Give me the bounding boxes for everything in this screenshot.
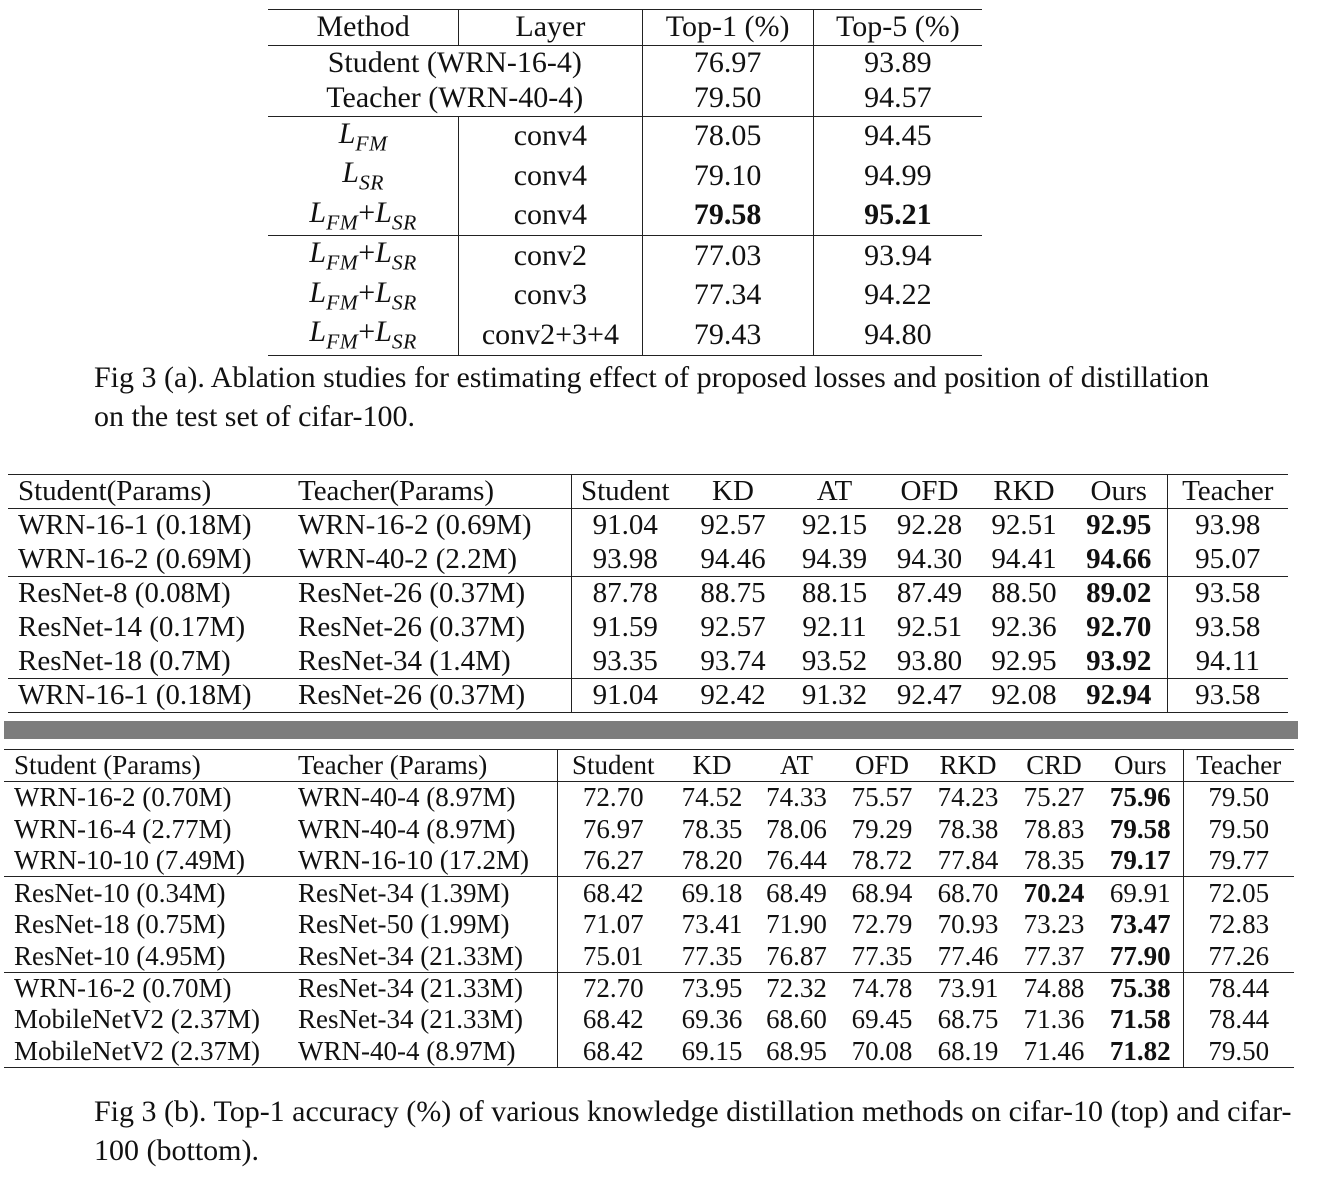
model-cell: ResNet-34 (21.33M) (288, 1004, 557, 1036)
cell: 77.03 (642, 236, 813, 276)
value-cell: 76.44 (766, 845, 827, 876)
cell: 79.50 (642, 81, 813, 117)
cell: 94.99 (813, 156, 982, 196)
column-header: AT (755, 750, 838, 782)
value-cell: 68.75 (937, 1004, 999, 1035)
value-cell: 71.36 (1023, 1004, 1085, 1035)
value-cell: 91.59 (592, 611, 658, 643)
value-cell: 74.23 (926, 782, 1010, 814)
model-cell: WRN-16-2 (0.70M) (4, 782, 288, 814)
method-formula: $L_{FM}+L_{SR}$ (309, 195, 417, 235)
value-cell: 74.78 (838, 972, 926, 1004)
ablation-row (268, 315, 982, 355)
value-cell: 74.88 (1010, 972, 1098, 1004)
value-cell: 72.05 (1183, 877, 1294, 909)
value-cell: 93.58 (1195, 611, 1261, 643)
value-cell: 93.98 (1167, 509, 1288, 543)
value-cell: 92.70 (1071, 611, 1167, 645)
value-cell: 79.58 (1098, 813, 1183, 845)
value-cell: 77.84 (937, 845, 999, 876)
value-cell: 93.35 (592, 644, 658, 677)
ablation-baseline-row (268, 45, 982, 81)
value-cell: 92.08 (977, 679, 1071, 713)
value-cell: 71.82 (1098, 1036, 1183, 1068)
column-header: Student (Params) (4, 750, 288, 782)
value-cell: 68.42 (557, 877, 669, 909)
value-cell: 93.58 (1167, 577, 1288, 611)
value-cell: 71.58 (1098, 1004, 1183, 1036)
value-cell: 72.70 (557, 972, 669, 1004)
value-cell: 78.44 (1208, 1004, 1270, 1035)
value-cell: 89.02 (1071, 577, 1167, 611)
column-header: OFD (838, 750, 926, 782)
value-cell: 93.80 (896, 644, 963, 677)
method-formula: $L_{SR}$ (342, 156, 384, 195)
model-cell: ResNet-26 (0.37M) (288, 611, 571, 645)
value-cell: 79.77 (1208, 845, 1270, 876)
value-cell: 73.91 (926, 972, 1010, 1004)
column-header: OFD (882, 475, 977, 509)
table-row (4, 845, 1294, 877)
value-cell: 72.32 (755, 972, 838, 1004)
value-cell: 77.35 (681, 940, 743, 971)
column-header: Teacher (1167, 475, 1288, 509)
ablation-row (268, 156, 982, 196)
model-cell: ResNet-10 (0.34M) (4, 877, 288, 909)
column-header: Student (571, 475, 679, 509)
value-cell: 70.93 (937, 909, 999, 940)
cell: conv3 (459, 276, 642, 316)
cell: conv4 (459, 196, 642, 236)
cell: 78.05 (642, 116, 813, 156)
value-cell: 69.15 (669, 1036, 755, 1068)
model-cell: ResNet-34 (1.4M) (288, 645, 571, 679)
table-row (4, 1036, 1294, 1068)
value-cell: 92.28 (882, 509, 977, 543)
table-row (8, 611, 1288, 645)
ablation-header-row (268, 10, 982, 46)
cell: 77.34 (642, 276, 813, 316)
value-cell: 75.38 (1098, 972, 1183, 1004)
caption-fig-3a: Fig 3 (a). Ablation studies for estimating effect of proposed losses and position of distillation on the test set of cifar-100. (94, 361, 1210, 433)
section-divider (4, 721, 1298, 739)
value-cell: 76.87 (766, 940, 827, 971)
cell-best: 79.58 (642, 196, 813, 236)
table-row (8, 509, 1288, 543)
value-cell: 94.41 (991, 542, 1057, 575)
value-cell: 91.04 (571, 679, 679, 713)
value-cell: 74.33 (755, 782, 838, 814)
value-cell: 94.30 (896, 542, 963, 575)
value-cell: 71.46 (1010, 1036, 1098, 1068)
value-cell: 68.95 (755, 1036, 838, 1068)
cell: 93.89 (813, 45, 982, 81)
value-cell: 73.41 (681, 909, 743, 940)
value-cell: 92.94 (1071, 679, 1167, 713)
header-method: Method (268, 10, 459, 46)
column-header: KD (679, 475, 787, 509)
value-cell: 73.23 (1023, 909, 1085, 940)
value-cell: 75.27 (1010, 782, 1098, 814)
value-cell: 79.17 (1098, 845, 1183, 877)
cell: conv2 (459, 236, 642, 276)
cell: 79.43 (642, 315, 813, 355)
model-cell: WRN-40-4 (8.97M) (288, 782, 557, 814)
method-formula: $L_{FM}+L_{SR}$ (268, 236, 459, 276)
table-row (4, 1004, 1294, 1036)
model-cell: WRN-16-2 (0.69M) (288, 509, 571, 543)
header-top5: Top-5 (%) (813, 10, 982, 46)
model-cell: ResNet-14 (0.17M) (18, 611, 246, 643)
model-cell: ResNet-10 (4.95M) (14, 940, 226, 971)
value-cell: 75.01 (582, 940, 644, 971)
value-cell: 95.07 (1195, 542, 1261, 575)
value-cell: 69.45 (851, 1004, 913, 1035)
value-cell: 78.83 (1023, 813, 1085, 844)
value-cell: 93.92 (1071, 645, 1167, 679)
model-cell: WRN-16-2 (0.70M) (4, 972, 288, 1004)
column-header: RKD (977, 475, 1071, 509)
column-header: Student (557, 750, 669, 782)
value-cell: 72.79 (851, 909, 913, 940)
ablation-row (268, 196, 982, 236)
column-header: RKD (926, 750, 1010, 782)
cell: 94.80 (813, 315, 982, 355)
header-row (4, 750, 1294, 782)
model-cell: ResNet-8 (0.08M) (8, 577, 288, 611)
table-row (4, 782, 1294, 814)
cell: 94.45 (813, 116, 982, 156)
value-cell: 73.95 (669, 972, 755, 1004)
value-cell: 72.83 (1208, 909, 1270, 940)
value-cell: 92.95 (1071, 509, 1167, 543)
cell: 94.57 (813, 81, 982, 117)
model-cell: ResNet-34 (21.33M) (288, 972, 557, 1004)
column-header: Teacher (Params) (288, 750, 557, 782)
table-row (4, 940, 1294, 972)
value-cell: 79.29 (851, 813, 913, 844)
cell: 93.94 (813, 236, 982, 276)
caption-fig-3b: Fig 3 (b). Top-1 accuracy (%) of various knowledge distillation methods on cifar-10 (top) and cifar-100 (bottom). (94, 1095, 1292, 1167)
ablation-row (268, 236, 982, 276)
value-cell: 68.42 (557, 1036, 669, 1068)
value-cell: 72.70 (557, 782, 669, 814)
value-cell: 92.95 (991, 644, 1057, 677)
method-formula: $L_{FM}$ (268, 116, 459, 156)
value-cell: 93.74 (700, 644, 766, 677)
value-cell: 68.49 (755, 877, 838, 909)
table-row (8, 577, 1288, 611)
model-cell: WRN-16-2 (0.69M) (18, 542, 252, 575)
cifar100-table (4, 749, 1294, 1068)
model-cell: WRN-16-1 (0.18M) (8, 679, 288, 713)
model-cell: WRN-16-1 (0.18M) (8, 509, 288, 543)
model-cell: ResNet-26 (0.37M) (288, 679, 571, 713)
model-cell: ResNet-34 (21.33M) (288, 940, 557, 972)
value-cell: 68.94 (838, 877, 926, 909)
value-cell: 70.24 (1010, 877, 1098, 909)
value-cell: 77.90 (1098, 940, 1183, 972)
value-cell: 92.36 (991, 611, 1057, 643)
value-cell: 93.52 (801, 644, 868, 677)
value-cell: 88.75 (679, 577, 787, 611)
ablation-row (268, 276, 982, 316)
model-cell: ResNet-34 (1.39M) (288, 877, 557, 909)
table-row (8, 543, 1288, 577)
value-cell: 68.19 (926, 1036, 1010, 1068)
value-cell: 77.35 (851, 940, 913, 971)
value-cell: 78.72 (851, 845, 913, 876)
value-cell: 71.90 (766, 909, 827, 940)
value-cell: 77.37 (1023, 940, 1085, 971)
value-cell: 76.27 (582, 845, 644, 876)
value-cell: 75.57 (838, 782, 926, 814)
value-cell: 92.57 (700, 611, 766, 643)
cell: 76.97 (642, 45, 813, 81)
column-header: Student(Params) (8, 475, 288, 509)
value-cell: 78.06 (766, 813, 827, 844)
value-cell: 68.60 (766, 1004, 827, 1035)
model-cell: ResNet-18 (0.7M) (18, 644, 231, 677)
value-cell: 68.42 (582, 1004, 644, 1035)
baseline-teacher: Teacher (WRN-40-4) (326, 81, 584, 114)
value-cell: 92.51 (896, 611, 963, 643)
header-top1: Top-1 (%) (642, 10, 813, 46)
cell: conv4 (459, 156, 642, 196)
value-cell: 69.36 (681, 1004, 743, 1035)
value-cell: 94.39 (801, 542, 868, 575)
table-row (4, 813, 1294, 845)
method-formula: $L_{FM}+L_{SR}$ (268, 315, 459, 355)
value-cell: 92.11 (802, 611, 867, 643)
table-row (4, 972, 1294, 1004)
model-cell: WRN-40-4 (8.97M) (288, 1036, 557, 1068)
value-cell: 68.70 (926, 877, 1010, 909)
value-cell: 87.78 (571, 577, 679, 611)
value-cell: 78.44 (1183, 972, 1294, 1004)
header-layer: Layer (459, 10, 642, 46)
cell: conv2+3+4 (459, 315, 642, 355)
value-cell: 77.46 (937, 940, 999, 971)
model-cell: WRN-10-10 (7.49M) (14, 845, 245, 876)
ablation-table (268, 9, 982, 356)
cifar10-table (8, 474, 1288, 713)
table-row (4, 877, 1294, 909)
table-row (4, 909, 1294, 941)
value-cell: 88.50 (977, 577, 1071, 611)
value-cell: 92.47 (882, 679, 977, 713)
value-cell: 74.52 (669, 782, 755, 814)
value-cell: 78.35 (681, 813, 743, 844)
cell: 79.10 (642, 156, 813, 196)
value-cell: 69.91 (1098, 877, 1183, 909)
header-row (8, 475, 1288, 509)
column-header: KD (669, 750, 755, 782)
baseline-student: Student (WRN-16-4) (268, 45, 642, 81)
value-cell: 91.32 (787, 679, 882, 713)
value-cell: 94.11 (1195, 644, 1260, 677)
value-cell: 88.15 (787, 577, 882, 611)
model-cell: ResNet-50 (1.99M) (288, 909, 557, 941)
value-cell: 94.66 (1071, 543, 1167, 577)
value-cell: 92.51 (977, 509, 1071, 543)
value-cell: 78.38 (937, 813, 999, 844)
value-cell: 78.20 (681, 845, 743, 876)
column-header: Ours (1098, 750, 1183, 782)
column-header: CRD (1010, 750, 1098, 782)
value-cell: 79.50 (1183, 1036, 1294, 1068)
model-cell: WRN-40-4 (8.97M) (288, 813, 557, 845)
model-cell: WRN-16-10 (17.2M) (288, 845, 557, 877)
value-cell: 91.04 (571, 509, 679, 543)
value-cell: 93.98 (592, 542, 658, 575)
value-cell: 75.96 (1098, 782, 1183, 814)
cell: conv4 (459, 116, 642, 156)
value-cell: 92.15 (787, 509, 882, 543)
value-cell: 87.49 (882, 577, 977, 611)
ablation-row (268, 116, 982, 156)
model-cell: ResNet-26 (0.37M) (288, 577, 571, 611)
value-cell: 73.47 (1098, 909, 1183, 941)
cell: 94.22 (813, 276, 982, 316)
cell-best: 95.21 (813, 196, 982, 236)
value-cell: 79.50 (1208, 813, 1270, 844)
value-cell: 76.97 (582, 813, 644, 844)
method-formula: $L_{FM}+L_{SR}$ (309, 275, 417, 315)
value-cell: 71.07 (582, 909, 644, 940)
model-cell: MobileNetV2 (2.37M) (14, 1004, 260, 1035)
table-row (8, 645, 1288, 679)
value-cell: 69.18 (669, 877, 755, 909)
model-cell: ResNet-18 (0.75M) (14, 909, 226, 940)
model-cell: MobileNetV2 (2.37M) (4, 1036, 288, 1068)
column-header: Teacher(Params) (288, 475, 571, 509)
value-cell: 78.35 (1023, 845, 1085, 876)
value-cell: 92.42 (679, 679, 787, 713)
model-cell: WRN-40-2 (2.2M) (288, 543, 571, 577)
value-cell: 92.57 (679, 509, 787, 543)
ablation-baseline-row (268, 81, 982, 117)
value-cell: 93.58 (1167, 679, 1288, 713)
table-row (8, 679, 1288, 713)
column-header: Ours (1071, 475, 1167, 509)
value-cell: 79.50 (1183, 782, 1294, 814)
model-cell: WRN-16-4 (2.77M) (14, 813, 232, 844)
value-cell: 70.08 (838, 1036, 926, 1068)
column-header: Teacher (1183, 750, 1294, 782)
column-header: AT (787, 475, 882, 509)
value-cell: 77.26 (1208, 940, 1270, 971)
value-cell: 94.46 (700, 542, 766, 575)
